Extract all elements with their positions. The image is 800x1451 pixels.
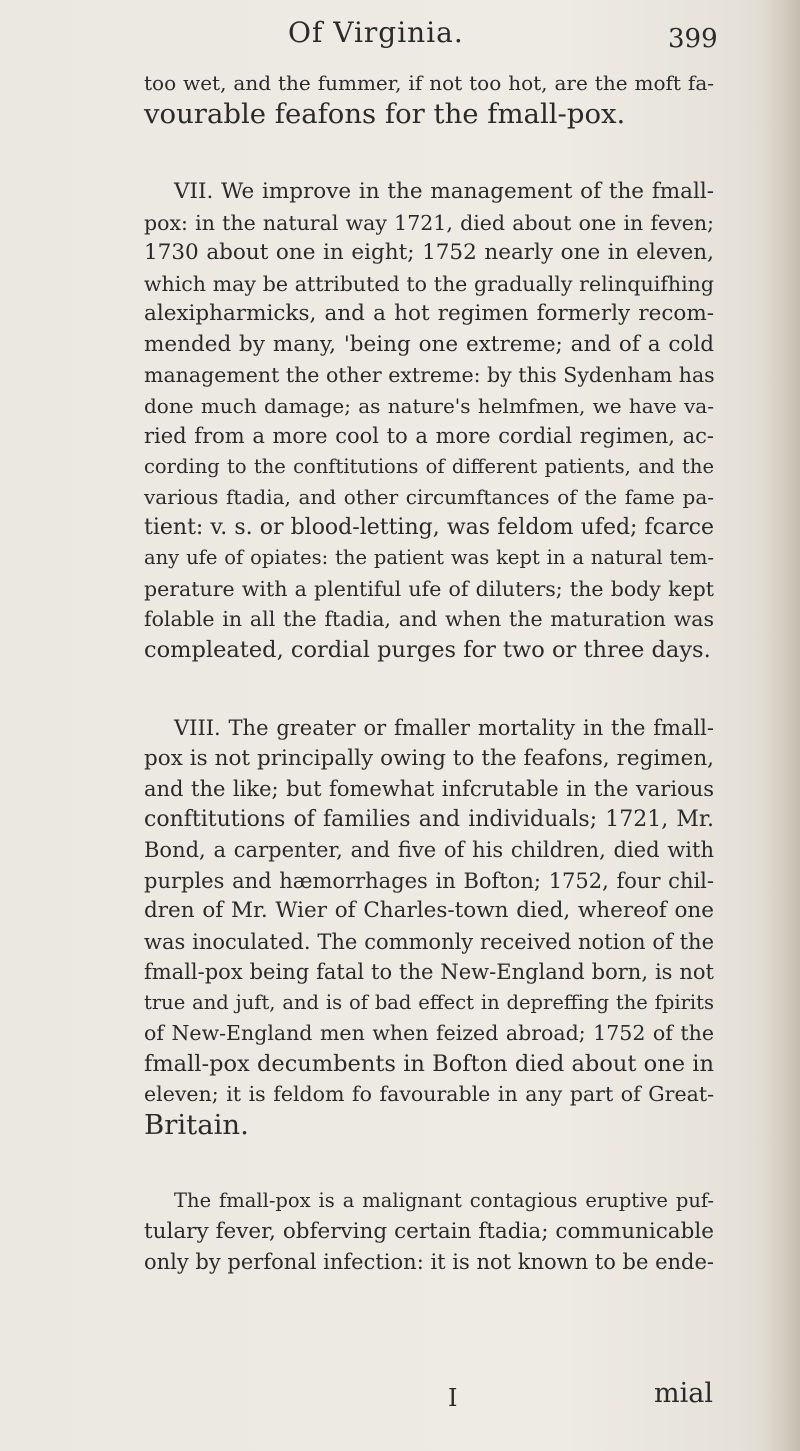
catchword: mial xyxy=(654,1378,713,1409)
page-edge-shadow xyxy=(762,0,800,1451)
text-line: ried from a more cool to a more cordial regimen, ac- xyxy=(144,424,714,448)
text-line: and the like; but fomewhat infcrutable in the various xyxy=(144,777,714,801)
text-line: fmall-pox being fatal to the New-England born, is not xyxy=(144,960,714,984)
text-line: perature with a plentiful ufe of diluters; the body kept xyxy=(144,576,714,601)
paragraph-continuation xyxy=(144,68,714,129)
text-line: any ufe of opiates: the patient was kept in a natural tem- xyxy=(144,546,714,569)
text-line: conftitutions of families and individuals; 1721, Mr. xyxy=(144,806,714,832)
text-line: VII. We improve in the management of the fmall- xyxy=(174,179,714,204)
text-line: various ftadia, and other circumftances of the fame pa- xyxy=(144,485,714,509)
text-line: done much damage; as nature's helmfmen, we have va- xyxy=(144,393,714,418)
running-head: Of Virginia. xyxy=(288,16,464,49)
text-line: true and juft, and is of bad effect in depreffing the fpirits xyxy=(144,990,714,1014)
paragraph-definition xyxy=(144,1186,714,1278)
page-footer xyxy=(0,1378,800,1424)
text-line: which may be attributed to the gradually relinquifhing xyxy=(144,271,714,296)
text-line: vourable feafons for the fmall-pox. xyxy=(144,97,626,130)
text-line: fmall-pox decumbents in Bofton died about one in xyxy=(144,1050,714,1077)
text-line: eleven; it is feldom fo favourable in any part of Great- xyxy=(144,1082,714,1106)
text-line: management the other extreme: by this Sydenham has xyxy=(144,363,715,387)
text-line: compleated, cordial purges for two or three days. xyxy=(144,636,711,663)
paragraph-vii xyxy=(144,177,714,665)
text-line: tient: v. s. or blood-letting, was feldom ufed; fcarce xyxy=(144,514,714,540)
text-line: VIII. The greater or fmaller mortality in the fmall- xyxy=(174,716,714,740)
text-line: was inoculated. The commonly received notion of the xyxy=(144,929,714,954)
text-line: cording to the conftitutions of different patients, and the xyxy=(144,454,714,478)
signature-mark: I xyxy=(448,1384,458,1412)
body-text xyxy=(144,68,714,1278)
text-line: mended by many, 'being one extreme; and of a cold xyxy=(144,331,714,357)
paragraph-viii xyxy=(144,713,714,1140)
text-line: alexipharmicks, and a hot regimen formerly recom- xyxy=(144,301,714,326)
text-line: Bond, a carpenter, and five of his children, died with xyxy=(144,838,714,862)
page-number: 399 xyxy=(668,24,718,54)
text-line: The fmall-pox is a malignant contagious eruptive puf- xyxy=(174,1189,714,1212)
text-line: of New-England men when feized abroad; 1752 of the xyxy=(144,1021,714,1045)
text-line: tulary fever, obferving certain ftadia; communicable xyxy=(144,1218,714,1244)
text-line: purples and hæmorrhages in Bofton; 1752, four chil- xyxy=(144,868,714,893)
text-line: 1730 about one in eight; 1752 nearly one in eleven, xyxy=(144,240,714,265)
page-header xyxy=(0,16,800,66)
text-line: pox is not principally owing to the feafons, regimen, xyxy=(144,745,714,771)
text-line: too wet, and the fummer, if not too hot, are the moft fa- xyxy=(144,71,714,95)
text-line: pox: in the natural way 1721, died about one in feven; xyxy=(144,210,714,235)
text-line: dren of Mr. Wier of Charles-town died, whereof one xyxy=(144,898,714,923)
text-line: folable in all the ftadia, and when the maturation was xyxy=(144,607,714,631)
text-line: only by perfonal infection: it is not known to be ende- xyxy=(144,1250,715,1274)
text-line: Britain. xyxy=(144,1108,249,1141)
